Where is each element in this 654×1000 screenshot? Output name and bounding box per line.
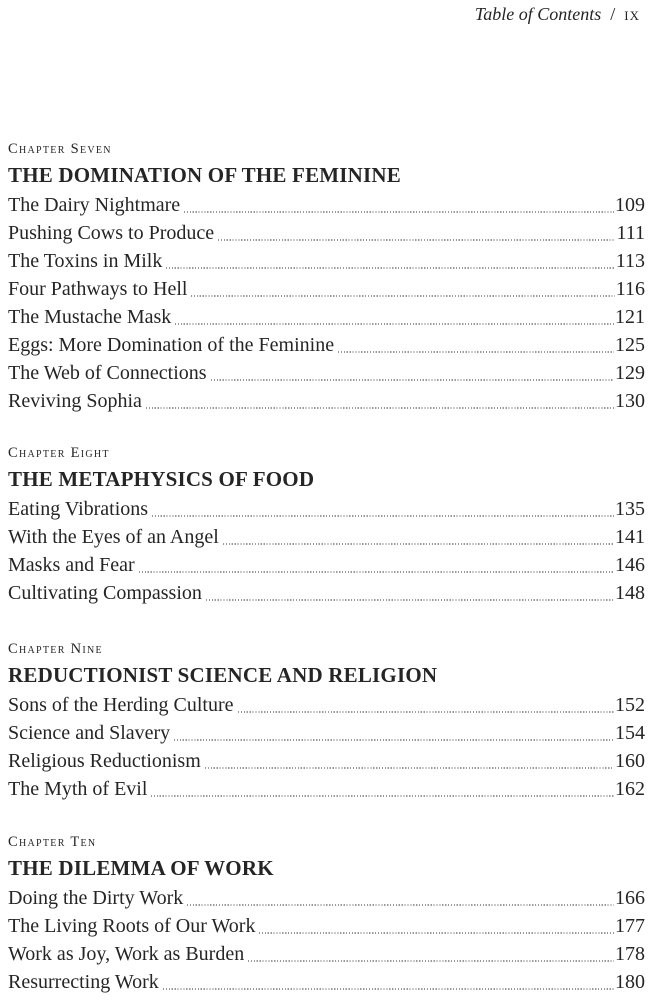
toc-entry-page-number: 129 — [615, 362, 645, 384]
toc-entry-page-number: 141 — [615, 526, 645, 548]
chapter-entry-list — [8, 691, 645, 803]
chapter-label: Chapter Ten — [8, 834, 97, 850]
chapter-entry-list — [8, 884, 645, 996]
dotted-leader — [146, 407, 614, 409]
toc-entry — [8, 747, 645, 775]
chapter-section — [8, 142, 645, 415]
toc-entry-title: Eggs: More Domination of the Feminine — [8, 334, 335, 356]
toc-entry-title: Masks and Fear — [8, 554, 135, 576]
toc-entry-page-number: 154 — [615, 722, 645, 744]
toc-entry-title: Resurrecting Work — [8, 971, 159, 993]
chapter-section — [8, 642, 645, 803]
dotted-leader — [338, 351, 614, 353]
chapter-title: REDUCTIONIST SCIENCE AND RELIGION — [8, 663, 438, 687]
toc-entry-page-number: 146 — [615, 554, 645, 576]
dotted-leader — [152, 515, 614, 517]
dotted-leader — [184, 211, 614, 213]
toc-sections — [8, 142, 645, 996]
dotted-leader — [163, 988, 614, 990]
dotted-leader — [151, 795, 614, 797]
toc-entry — [8, 884, 645, 912]
dotted-leader — [218, 239, 615, 241]
running-head-separator: / — [610, 4, 616, 24]
toc-entry — [8, 359, 645, 387]
toc-entry-title: Reviving Sophia — [8, 390, 142, 412]
toc-entry-title: The Toxins in Milk — [8, 250, 163, 272]
toc-entry-page-number: 177 — [615, 915, 645, 937]
dotted-leader — [238, 711, 614, 713]
toc-entry — [8, 775, 645, 803]
toc-entry-page-number: 160 — [615, 750, 645, 772]
toc-entry-page-number: 121 — [615, 306, 645, 328]
dotted-leader — [205, 767, 614, 769]
toc-entry-title: Religious Reductionism — [8, 750, 201, 772]
toc-entry — [8, 912, 645, 940]
dotted-leader — [139, 571, 614, 573]
toc-entry — [8, 495, 645, 523]
toc-entry — [8, 331, 645, 359]
toc-entry — [8, 691, 645, 719]
running-head — [8, 4, 645, 25]
toc-entry-page-number: 178 — [615, 943, 645, 965]
toc-entry-page-number: 116 — [615, 278, 645, 300]
chapter-title: THE DOMINATION OF THE FEMININE — [8, 163, 401, 187]
toc-entry-title: Science and Slavery — [8, 722, 171, 744]
toc-entry-page-number: 135 — [615, 498, 645, 520]
chapter-section — [8, 835, 645, 996]
toc-entry-page-number: 180 — [615, 971, 645, 993]
dotted-leader — [223, 543, 614, 545]
toc-entry-page-number: 111 — [616, 222, 645, 244]
toc-entry — [8, 579, 645, 607]
dotted-leader — [191, 295, 614, 297]
toc-entry-page-number: 148 — [615, 582, 645, 604]
toc-entry-page-number: 113 — [615, 250, 645, 272]
toc-entry — [8, 551, 645, 579]
toc-entry — [8, 719, 645, 747]
toc-entry-title: Sons of the Herding Culture — [8, 694, 234, 716]
toc-entry-title: The Myth of Evil — [8, 778, 148, 800]
chapter-entry-list — [8, 495, 645, 607]
chapter-entry-list — [8, 191, 645, 415]
toc-entry — [8, 191, 645, 219]
dotted-leader — [166, 267, 614, 269]
toc-entry-title: With the Eyes of an Angel — [8, 526, 219, 548]
toc-entry-title: Pushing Cows to Produce — [8, 222, 215, 244]
chapter-label: Chapter Seven — [8, 141, 112, 157]
running-head-page-number: ix — [624, 4, 640, 24]
dotted-leader — [174, 739, 614, 741]
toc-entry — [8, 523, 645, 551]
running-head-title: Table of Contents — [474, 4, 602, 24]
toc-entry — [8, 219, 645, 247]
toc-entry-page-number: 162 — [615, 778, 645, 800]
toc-entry-page-number: 125 — [615, 334, 645, 356]
toc-entry-title: The Mustache Mask — [8, 306, 172, 328]
toc-entry-page-number: 152 — [615, 694, 645, 716]
toc-entry-title: Cultivating Compassion — [8, 582, 202, 604]
toc-entry-title: Eating Vibrations — [8, 498, 149, 520]
dotted-leader — [206, 599, 614, 601]
dotted-leader — [259, 932, 614, 934]
dotted-leader — [175, 323, 614, 325]
chapter-title: THE METAPHYSICS OF FOOD — [8, 467, 315, 491]
chapter-label: Chapter Eight — [8, 445, 110, 461]
chapter-section — [8, 446, 645, 607]
toc-entry-title: Work as Joy, Work as Burden — [8, 943, 245, 965]
toc-entry-page-number: 166 — [615, 887, 645, 909]
toc-entry-title: The Web of Connections — [8, 362, 207, 384]
toc-entry-title: Four Pathways to Hell — [8, 278, 188, 300]
toc-entry-title: Doing the Dirty Work — [8, 887, 184, 909]
toc-entry — [8, 303, 645, 331]
toc-entry-title: The Living Roots of Our Work — [8, 915, 256, 937]
toc-entry — [8, 940, 645, 968]
dotted-leader — [211, 379, 614, 381]
dotted-leader — [187, 904, 614, 906]
chapter-label: Chapter Nine — [8, 641, 103, 657]
toc-entry-title: The Dairy Nightmare — [8, 194, 181, 216]
toc-entry — [8, 968, 645, 996]
toc-entry-page-number: 109 — [615, 194, 645, 216]
toc-entry — [8, 247, 645, 275]
toc-entry — [8, 275, 645, 303]
toc-entry-page-number: 130 — [615, 390, 645, 412]
toc-entry — [8, 387, 645, 415]
dotted-leader — [248, 960, 614, 962]
chapter-title: THE DILEMMA OF WORK — [8, 856, 274, 880]
